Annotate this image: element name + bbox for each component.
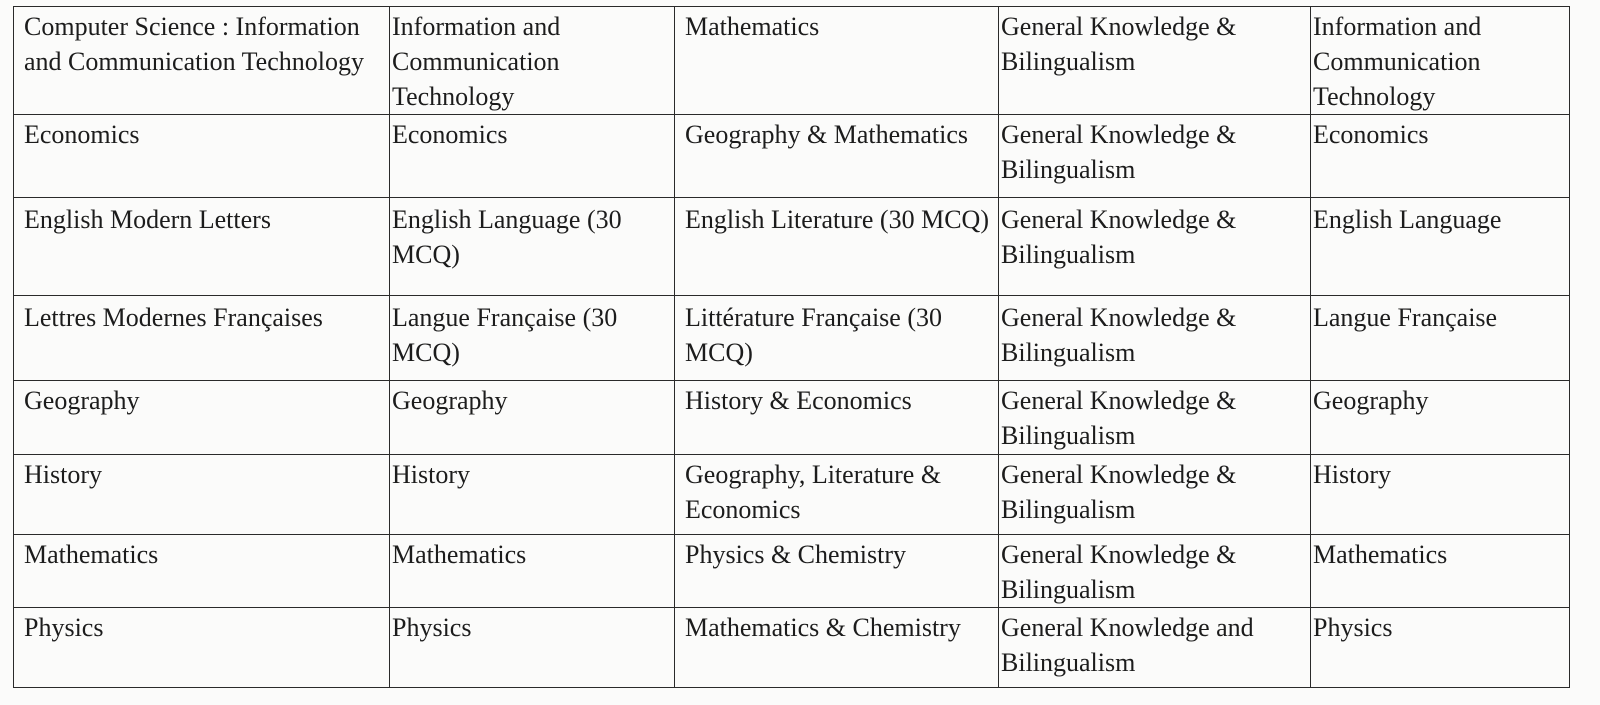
table-cell: English Modern Letters: [14, 198, 390, 296]
table-row: [14, 198, 1570, 296]
table-cell: Physics & Chemistry: [675, 535, 999, 608]
table-row: [14, 115, 1570, 198]
table-cell: Mathematics & Chemistry: [675, 608, 999, 688]
table-cell: History: [390, 455, 675, 535]
table-cell: Geography: [1311, 381, 1570, 455]
table-cell: Mathematics: [675, 7, 999, 115]
table-cell: Geography: [390, 381, 675, 455]
table-cell: General Knowledge and Bilingualism: [999, 608, 1311, 688]
table-row: [14, 455, 1570, 535]
table-row: [14, 535, 1570, 608]
table-cell: Mathematics: [1311, 535, 1570, 608]
table-cell: Geography, Literature & Economics: [675, 455, 999, 535]
table-cell: General Knowledge & Bilingualism: [999, 535, 1311, 608]
table-cell: Physics: [1311, 608, 1570, 688]
table-cell: History & Economics: [675, 381, 999, 455]
table-cell: Economics: [1311, 115, 1570, 198]
table-row: [14, 7, 1570, 115]
table-cell: History: [1311, 455, 1570, 535]
table-cell: English Language: [1311, 198, 1570, 296]
table-cell: Geography & Mathematics: [675, 115, 999, 198]
table-cell: General Knowledge & Bilingualism: [999, 381, 1311, 455]
table-cell: Physics: [14, 608, 390, 688]
table-cell: General Knowledge & Bilingualism: [999, 198, 1311, 296]
table-cell: English Language (30 MCQ): [390, 198, 675, 296]
table-cell: Geography: [14, 381, 390, 455]
table-cell: General Knowledge & Bilingualism: [999, 115, 1311, 198]
table-row: [14, 296, 1570, 381]
table-cell: Langue Française (30 MCQ): [390, 296, 675, 381]
table-cell: General Knowledge & Bilingualism: [999, 7, 1311, 115]
table-cell: Physics: [390, 608, 675, 688]
table-cell: History: [14, 455, 390, 535]
table-cell: Littérature Française (30 MCQ): [675, 296, 999, 381]
table-row: [14, 608, 1570, 688]
subjects-table: [13, 6, 1570, 688]
table-cell: English Literature (30 MCQ): [675, 198, 999, 296]
table-cell: Computer Science : Information and Communication Technology: [14, 7, 390, 115]
table-cell: General Knowledge & Bilingualism: [999, 455, 1311, 535]
table-cell: Mathematics: [390, 535, 675, 608]
table-row: [14, 381, 1570, 455]
table-cell: General Knowledge & Bilingualism: [999, 296, 1311, 381]
table-cell: Information and Communication Technology: [1311, 7, 1570, 115]
table-cell: Information and Communication Technology: [390, 7, 675, 115]
table-cell: Langue Française: [1311, 296, 1570, 381]
table-cell: Economics: [14, 115, 390, 198]
table-cell: Lettres Modernes Françaises: [14, 296, 390, 381]
table-cell: Mathematics: [14, 535, 390, 608]
table-cell: Economics: [390, 115, 675, 198]
